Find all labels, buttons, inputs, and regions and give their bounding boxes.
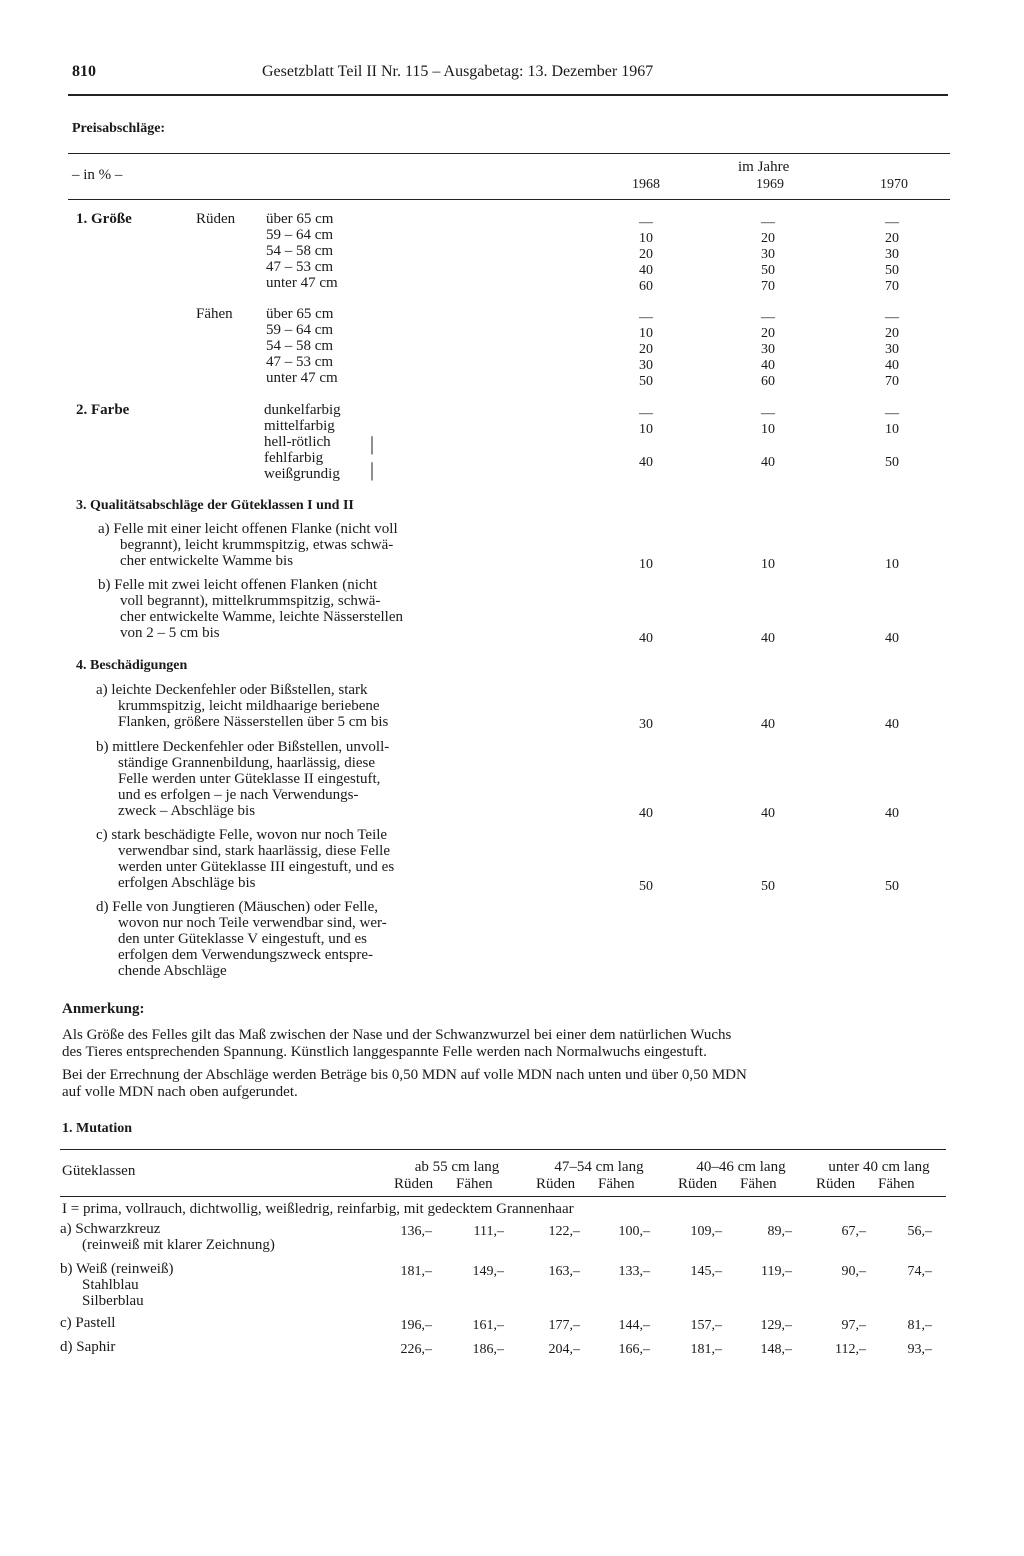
- mutation-row-label: (reinweiß mit klarer Zeichnung): [82, 1237, 275, 1253]
- rueden-value: 50: [761, 263, 775, 278]
- besch-b-line: Felle werden unter Güteklasse II eingestuft,: [118, 771, 381, 787]
- rueden-subheader: Rüden: [394, 1176, 434, 1192]
- quali-b-line: b) Felle mit zwei leicht offenen Flanken (nicht: [98, 577, 378, 593]
- price-value: 163,–: [548, 1264, 580, 1279]
- rueden-value: 50: [885, 263, 899, 278]
- anmerkung-heading: Anmerkung:: [62, 1001, 145, 1017]
- faehen-subheader: Fähen: [598, 1176, 635, 1192]
- brace: |: [370, 433, 375, 455]
- besch-a-line: a) leichte Deckenfehler oder Bißstellen, stark: [96, 682, 368, 698]
- color-item: mittelfarbig: [264, 418, 335, 434]
- page-number: 810: [72, 63, 96, 80]
- faehen-value: —: [639, 310, 653, 325]
- size-range: unter 47 cm: [266, 275, 338, 291]
- quali-b-value: 40: [761, 631, 775, 646]
- rueden-value: 10: [639, 231, 653, 246]
- farbe-dunkel-value: —: [761, 406, 775, 421]
- besch-label: 4. Beschädigungen: [76, 658, 188, 673]
- faehen-value: 10: [639, 326, 653, 341]
- size-group-header: 47–54 cm lang: [554, 1159, 644, 1175]
- faehen-value: 30: [639, 358, 653, 373]
- besch-c-line: verwendbar sind, stark haarlässig, diese Felle: [118, 843, 390, 859]
- quali-a-line: begrannt), leicht krummspitzig, etwas schwä-: [120, 537, 394, 553]
- mutation-header-rule: [60, 1196, 946, 1197]
- price-value: 166,–: [618, 1342, 650, 1357]
- besch-b-line: und es erfolgen – je nach Verwendungs-: [118, 787, 359, 803]
- price-value: 93,–: [907, 1342, 932, 1357]
- besch-c-value: 50: [885, 879, 899, 894]
- price-value: 56,–: [907, 1224, 932, 1239]
- price-value: 136,–: [400, 1224, 432, 1239]
- size-range: über 65 cm: [266, 211, 334, 227]
- price-value: 81,–: [907, 1318, 932, 1333]
- size-range: 54 – 58 cm: [266, 338, 334, 354]
- color-item: weißgrundig: [264, 466, 340, 482]
- besch-a-value: 40: [761, 717, 775, 732]
- quali-a-value: 10: [639, 557, 653, 572]
- besch-c-line: werden unter Güteklasse III eingestuft, und es: [118, 859, 395, 875]
- size-range: über 65 cm: [266, 306, 334, 322]
- besch-d-line: chende Abschläge: [118, 963, 227, 979]
- price-value: 157,–: [690, 1318, 722, 1333]
- quali-a-value: 10: [885, 557, 899, 572]
- rueden-subheader: Rüden: [816, 1176, 856, 1192]
- mutation-heading: 1. Mutation: [62, 1121, 132, 1136]
- color-item: hell-rötlich: [264, 434, 331, 450]
- besch-d-line: d) Felle von Jungtieren (Mäuschen) oder Felle,: [96, 899, 379, 915]
- anmerkung-p2-l2: auf volle MDN nach oben aufgerundet.: [62, 1084, 298, 1100]
- faehen-value: 20: [639, 342, 653, 357]
- price-value: 181,–: [690, 1342, 722, 1357]
- faehen-value: 40: [761, 358, 775, 373]
- besch-c-value: 50: [761, 879, 775, 894]
- besch-a-value: 30: [639, 717, 653, 732]
- price-value: 148,–: [760, 1342, 792, 1357]
- anmerkung-p2-l1: Bei der Errechnung der Abschläge werden Beträge bis 0,50 MDN auf volle MDN nach unten und über 0,50 MDN: [62, 1067, 747, 1083]
- mutation-row-label: c) Pastell: [60, 1315, 116, 1331]
- page-title: Gesetzblatt Teil II Nr. 115 – Ausgabetag: 13. Dezember 1967: [262, 63, 654, 80]
- besch-a-line: Flanken, größere Nässerstellen über 5 cm bis: [118, 714, 389, 730]
- faehen-subheader: Fähen: [456, 1176, 493, 1192]
- mutation-row-label: Silberblau: [82, 1293, 144, 1309]
- farbe-mittel-value: 10: [639, 422, 653, 437]
- quali-b-value: 40: [639, 631, 653, 646]
- faehen-value: —: [761, 310, 775, 325]
- rueden-value: 20: [761, 231, 775, 246]
- rueden-value: 70: [885, 279, 899, 294]
- price-value: 109,–: [690, 1224, 722, 1239]
- price-value: 111,–: [473, 1224, 504, 1239]
- price-value: 196,–: [400, 1318, 432, 1333]
- farbe-rest-value: 50: [885, 455, 899, 470]
- mutation-top-rule: [60, 1149, 946, 1150]
- price-value: 97,–: [841, 1318, 866, 1333]
- farbe-label: 2. Farbe: [76, 402, 130, 418]
- mutation-row-label: Stahlblau: [82, 1277, 139, 1293]
- table-header-rule: [68, 199, 950, 200]
- anmerkung-p1-l2: des Tieres entsprechenden Spannung. Künstlich langgespannte Felle werden nach Normalwuchs eingestuft.: [62, 1044, 707, 1060]
- im-jahre-label: im Jahre: [738, 159, 790, 175]
- faehen-value: 50: [639, 374, 653, 389]
- rueden-value: 40: [639, 263, 653, 278]
- quali-b-line: voll begrannt), mittelkrummspitzig, schwä-: [120, 593, 381, 609]
- farbe-dunkel-value: —: [639, 406, 653, 421]
- price-value: 226,–: [400, 1342, 432, 1357]
- rueden-subheader: Rüden: [678, 1176, 718, 1192]
- price-value: 149,–: [472, 1264, 504, 1279]
- size-range: 47 – 53 cm: [266, 354, 334, 370]
- besch-b-value: 40: [761, 806, 775, 821]
- year-1969: 1969: [756, 177, 784, 192]
- price-value: 177,–: [548, 1318, 580, 1333]
- besch-d-line: erfolgen dem Verwendungszweck entspre-: [118, 947, 374, 963]
- price-value: 161,–: [472, 1318, 504, 1333]
- besch-b-line: zweck – Abschläge bis: [118, 803, 256, 819]
- price-value: 100,–: [618, 1224, 650, 1239]
- rueden-value: —: [885, 215, 899, 230]
- quali-b-line: von 2 – 5 cm bis: [120, 625, 220, 641]
- price-value: 186,–: [472, 1342, 504, 1357]
- price-value: 119,–: [761, 1264, 792, 1279]
- size-range: 47 – 53 cm: [266, 259, 334, 275]
- price-value: 204,–: [548, 1342, 580, 1357]
- price-value: 112,–: [835, 1342, 866, 1357]
- size-group-header: ab 55 cm lang: [414, 1159, 500, 1175]
- mutation-row-label: a) Schwarzkreuz: [60, 1221, 161, 1237]
- color-item: fehlfarbig: [264, 450, 324, 466]
- rueden-value: 20: [885, 231, 899, 246]
- rueden-subheader: Rüden: [536, 1176, 576, 1192]
- size-range: unter 47 cm: [266, 370, 338, 386]
- besch-c-value: 50: [639, 879, 653, 894]
- faehen-value: 20: [885, 326, 899, 341]
- faehen-value: 30: [885, 342, 899, 357]
- besch-a-line: krummspitzig, leicht mildhaarige beriebene: [118, 698, 380, 714]
- price-value: 74,–: [907, 1264, 932, 1279]
- price-value: 129,–: [760, 1318, 792, 1333]
- unit-label: – in % –: [72, 167, 123, 183]
- groesse-label: 1. Größe: [76, 211, 132, 227]
- price-value: 181,–: [400, 1264, 432, 1279]
- mutation-row-label: b) Weiß (reinweiß): [60, 1261, 174, 1277]
- faehen-value: 20: [761, 326, 775, 341]
- faehen-value: 60: [761, 374, 775, 389]
- rueden-value: —: [761, 215, 775, 230]
- price-value: 122,–: [548, 1224, 580, 1239]
- rueden-value: 20: [639, 247, 653, 262]
- size-range: 59 – 64 cm: [266, 227, 334, 243]
- faehen-value: —: [885, 310, 899, 325]
- farbe-rest-value: 40: [761, 455, 775, 470]
- size-group-header: 40–46 cm lang: [696, 1159, 786, 1175]
- year-1968: 1968: [632, 177, 660, 192]
- besch-c-line: c) stark beschädigte Felle, wovon nur noch Teile: [96, 827, 388, 843]
- faehen-value: 40: [885, 358, 899, 373]
- size-range: 59 – 64 cm: [266, 322, 334, 338]
- table-top-rule: [68, 153, 950, 154]
- size-range: 54 – 58 cm: [266, 243, 334, 259]
- besch-a-value: 40: [885, 717, 899, 732]
- faehen-value: 70: [885, 374, 899, 389]
- faehen-value: 30: [761, 342, 775, 357]
- rueden-value: —: [639, 215, 653, 230]
- year-1970: 1970: [880, 177, 908, 192]
- class-line: I = prima, vollrauch, dichtwollig, weißledrig, reinfarbig, mit gedecktem Grannenhaar: [62, 1201, 574, 1217]
- besch-b-line: b) mittlere Deckenfehler oder Bißstellen, unvoll-: [96, 739, 390, 755]
- rueden-label: Rüden: [196, 211, 236, 227]
- mutation-row-label: d) Saphir: [60, 1339, 116, 1355]
- quali-label: 3. Qualitätsabschläge der Güteklassen I und II: [76, 498, 354, 513]
- faehen-subheader: Fähen: [878, 1176, 915, 1192]
- price-value: 90,–: [841, 1264, 866, 1279]
- gueteklassen-label: Güteklassen: [62, 1163, 136, 1179]
- anmerkung-p1-l1: Als Größe des Felles gilt das Maß zwischen der Nase und der Schwanzwurzel bei einer dem natürlichen Wuchs: [62, 1027, 732, 1043]
- header-rule: [68, 94, 948, 96]
- farbe-mittel-value: 10: [761, 422, 775, 437]
- price-value: 89,–: [767, 1224, 792, 1239]
- section-heading-preis: Preisabschläge:: [72, 121, 166, 136]
- besch-d-line: den unter Güteklasse V eingestuft, und es: [118, 931, 367, 947]
- quali-a-value: 10: [761, 557, 775, 572]
- brace: |: [370, 459, 375, 481]
- besch-d-line: wovon nur noch Teile verwendbar sind, wer-: [118, 915, 387, 931]
- size-group-header: unter 40 cm lang: [828, 1159, 930, 1175]
- quali-b-value: 40: [885, 631, 899, 646]
- besch-b-value: 40: [639, 806, 653, 821]
- rueden-value: 30: [761, 247, 775, 262]
- price-value: 145,–: [690, 1264, 722, 1279]
- quali-b-line: cher entwickelte Wamme, leichte Nässerstellen: [120, 609, 403, 625]
- faehen-label: Fähen: [196, 306, 233, 322]
- farbe-dunkel-value: —: [885, 406, 899, 421]
- rueden-value: 60: [639, 279, 653, 294]
- rueden-value: 70: [761, 279, 775, 294]
- quali-a-line: cher entwickelte Wamme bis: [120, 553, 294, 569]
- farbe-mittel-value: 10: [885, 422, 899, 437]
- price-value: 144,–: [618, 1318, 650, 1333]
- price-value: 133,–: [618, 1264, 650, 1279]
- besch-b-value: 40: [885, 806, 899, 821]
- faehen-subheader: Fähen: [740, 1176, 777, 1192]
- color-item: dunkelfarbig: [264, 402, 341, 418]
- farbe-rest-value: 40: [639, 455, 653, 470]
- quali-a-line: a) Felle mit einer leicht offenen Flanke (nicht voll: [98, 521, 398, 537]
- besch-c-line: erfolgen Abschläge bis: [118, 875, 256, 891]
- rueden-value: 30: [885, 247, 899, 262]
- besch-b-line: ständige Grannenbildung, haarlässig, diese: [118, 755, 376, 771]
- price-value: 67,–: [841, 1224, 866, 1239]
